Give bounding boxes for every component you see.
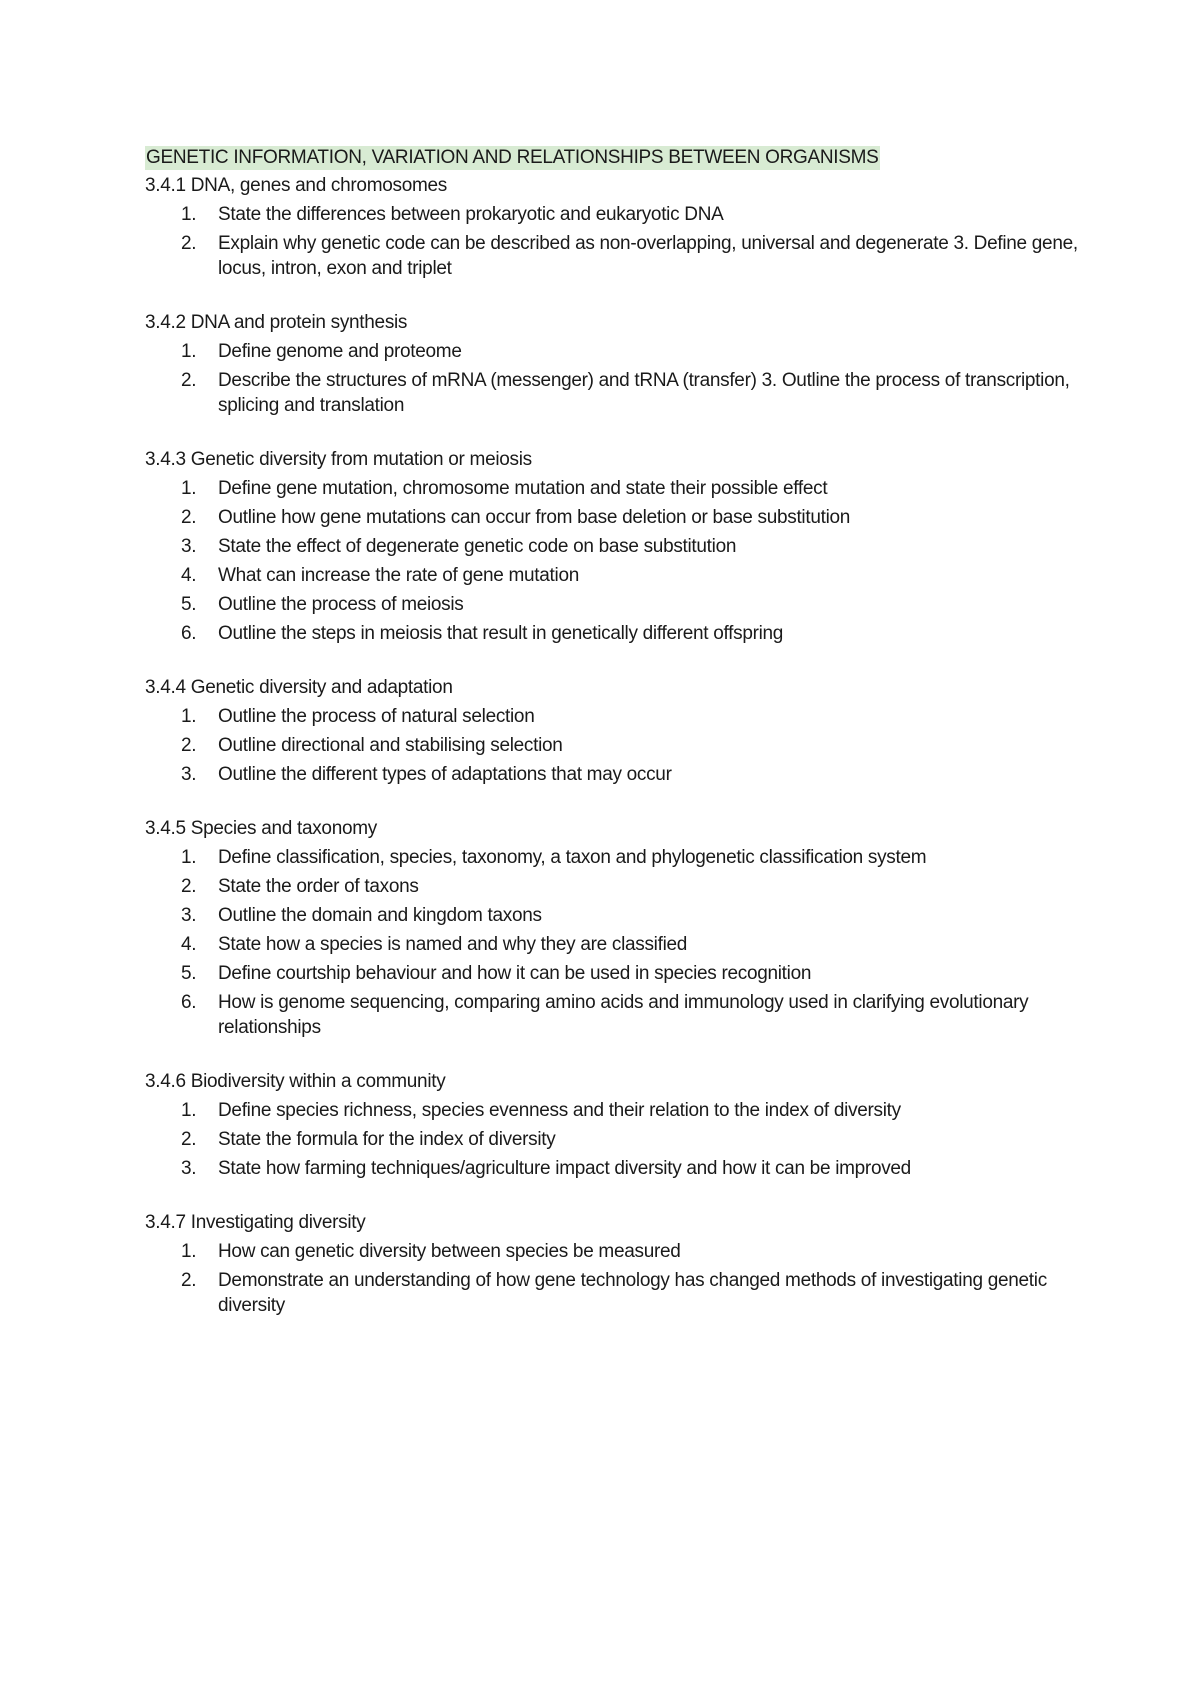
list-item <box>145 990 1085 1040</box>
numbered-list <box>145 845 1085 1040</box>
numbered-list <box>145 704 1085 787</box>
section-heading: 3.4.7 Investigating diversity <box>145 1212 366 1233</box>
list-item-number: 1. <box>181 341 197 362</box>
sections-container <box>145 174 1085 1318</box>
list-item <box>145 845 1085 870</box>
list-item <box>145 1156 1085 1181</box>
list-item-number: 3. <box>181 764 197 785</box>
list-item-text: Outline the process of meiosis <box>218 594 464 615</box>
list-item-number: 5. <box>181 594 197 615</box>
section-heading: 3.4.6 Biodiversity within a community <box>145 1071 446 1092</box>
list-item-text: Outline directional and stabilising selection <box>218 735 563 756</box>
list-item-text: Explain why genetic code can be described as non-overlapping, universal and degenerate 3. Define gene, locus, intron, exon and triplet <box>218 233 1078 279</box>
list-item-text: State how farming techniques/agriculture impact diversity and how it can be improved <box>218 1158 911 1179</box>
list-item <box>145 231 1085 281</box>
list-item-number: 2. <box>181 876 197 897</box>
list-item-number: 1. <box>181 706 197 727</box>
list-item-text: Outline the process of natural selection <box>218 706 535 727</box>
list-item-text: How is genome sequencing, comparing amino acids and immunology used in clarifying evolutionary relationships <box>218 992 1029 1038</box>
list-item <box>145 903 1085 928</box>
list-item <box>145 505 1085 530</box>
section-heading: 3.4.4 Genetic diversity and adaptation <box>145 677 453 698</box>
list-item <box>145 1127 1085 1152</box>
section <box>145 448 1085 646</box>
section <box>145 1211 1085 1318</box>
document-title: GENETIC INFORMATION, VARIATION AND RELATIONSHIPS BETWEEN ORGANISMS <box>146 147 879 168</box>
numbered-list <box>145 1239 1085 1318</box>
numbered-list <box>145 202 1085 281</box>
list-item <box>145 1268 1085 1318</box>
list-item-number: 2. <box>181 233 197 254</box>
list-item-text: Define genome and proteome <box>218 341 462 362</box>
section <box>145 817 1085 1040</box>
section-heading: 3.4.3 Genetic diversity from mutation or meiosis <box>145 449 532 470</box>
list-item-number: 6. <box>181 992 197 1013</box>
list-item <box>145 534 1085 559</box>
section <box>145 174 1085 281</box>
list-item-number: 4. <box>181 565 197 586</box>
list-item-number: 1. <box>181 1241 197 1262</box>
list-item-text: State the differences between prokaryotic and eukaryotic DNA <box>218 204 724 225</box>
list-item <box>145 762 1085 787</box>
list-item <box>145 368 1085 418</box>
list-item-text: Demonstrate an understanding of how gene technology has changed methods of investigating genetic diversity <box>218 1270 1047 1316</box>
section-heading: 3.4.1 DNA, genes and chromosomes <box>145 175 447 196</box>
list-item-number: 3. <box>181 1158 197 1179</box>
numbered-list <box>145 1098 1085 1181</box>
section-heading: 3.4.2 DNA and protein synthesis <box>145 312 408 333</box>
list-item-text: Define species richness, species evenness and their relation to the index of diversity <box>218 1100 901 1121</box>
section-heading: 3.4.5 Species and taxonomy <box>145 818 377 839</box>
section <box>145 1070 1085 1181</box>
list-item-text: Define classification, species, taxonomy, a taxon and phylogenetic classification system <box>218 847 927 868</box>
list-item-number: 1. <box>181 1100 197 1121</box>
list-item-number: 4. <box>181 934 197 955</box>
list-item <box>145 874 1085 899</box>
list-item <box>145 476 1085 501</box>
section <box>145 311 1085 418</box>
list-item-number: 5. <box>181 963 197 984</box>
list-item-number: 6. <box>181 623 197 644</box>
list-item-number: 2. <box>181 370 197 391</box>
list-item-text: Describe the structures of mRNA (messenger) and tRNA (transfer) 3. Outline the process of transcription, splicing and translation <box>218 370 1070 416</box>
list-item <box>145 1239 1085 1264</box>
list-item-number: 2. <box>181 1270 197 1291</box>
list-item <box>145 592 1085 617</box>
list-item-number: 2. <box>181 1129 197 1150</box>
list-item <box>145 961 1085 986</box>
list-item-text: State the formula for the index of diversity <box>218 1129 556 1150</box>
list-item <box>145 704 1085 729</box>
list-item <box>145 563 1085 588</box>
numbered-list <box>145 476 1085 646</box>
list-item-text: What can increase the rate of gene mutation <box>218 565 579 586</box>
document-body <box>145 146 1085 1348</box>
list-item-text: How can genetic diversity between species be measured <box>218 1241 681 1262</box>
section <box>145 676 1085 787</box>
list-item-text: Define gene mutation, chromosome mutation and state their possible effect <box>218 478 828 499</box>
numbered-list <box>145 339 1085 418</box>
list-item-number: 2. <box>181 507 197 528</box>
list-item <box>145 339 1085 364</box>
list-item-text: Outline the domain and kingdom taxons <box>218 905 542 926</box>
list-item-text: Define courtship behaviour and how it can be used in species recognition <box>218 963 812 984</box>
list-item-number: 1. <box>181 478 197 499</box>
list-item-text: Outline the different types of adaptations that may occur <box>218 764 672 785</box>
list-item-number: 1. <box>181 204 197 225</box>
list-item-text: Outline how gene mutations can occur from base deletion or base substitution <box>218 507 851 528</box>
list-item-number: 1. <box>181 847 197 868</box>
list-item-number: 3. <box>181 536 197 557</box>
list-item-text: State the order of taxons <box>218 876 419 897</box>
list-item <box>145 733 1085 758</box>
list-item-text: State how a species is named and why they are classified <box>218 934 688 955</box>
list-item <box>145 1098 1085 1123</box>
list-item <box>145 932 1085 957</box>
list-item <box>145 202 1085 227</box>
list-item-text: Outline the steps in meiosis that result in genetically different offspring <box>218 623 784 644</box>
list-item-number: 3. <box>181 905 197 926</box>
list-item-text: State the effect of degenerate genetic code on base substitution <box>218 536 737 557</box>
list-item-number: 2. <box>181 735 197 756</box>
list-item <box>145 621 1085 646</box>
